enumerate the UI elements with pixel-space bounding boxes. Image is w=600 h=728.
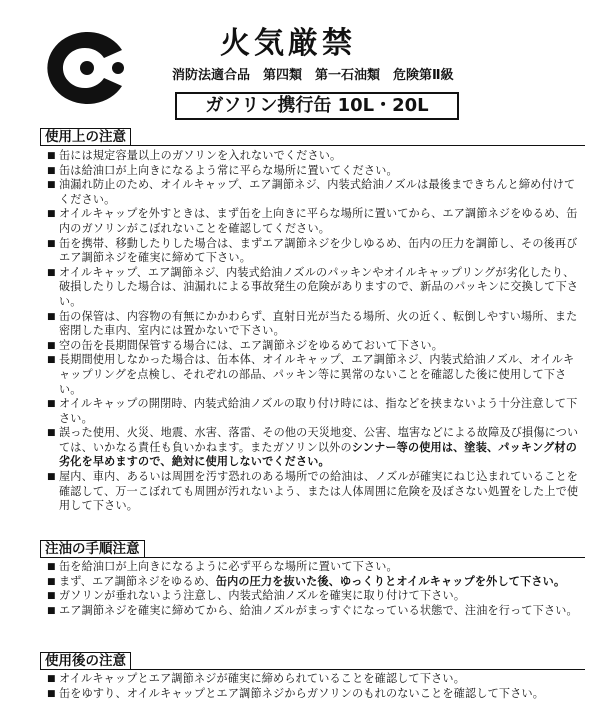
list-item [47, 560, 585, 575]
list-item [47, 687, 585, 702]
section-divider [40, 145, 585, 146]
item-text: 空の缶を長期間保管する場合には、エア調節ネジをゆるめておいて下さい。 [59, 338, 443, 352]
list-item [47, 470, 585, 514]
after-use-notes-list [47, 672, 585, 701]
item-text: オイルキャップの開閉時、内装式給油ノズルの取り付け時には、指などを挟まないよう十分注意して下さい。 [59, 397, 578, 425]
list-item [47, 589, 585, 604]
list-item [47, 397, 585, 426]
item-text: 缶には規定容量以上のガソリンを入れないでください。 [59, 149, 342, 162]
refuel-procedure-list [47, 560, 585, 618]
item-text: オイルキャップ、エア調節ネジ、内装式給油ノズルのパッキンやオイルキャップリングが劣化したり、破損したりした場合は、油漏れによる事故発生の危険がありますので、新品のパッキンに交換して下さい。 [59, 265, 579, 308]
list-item [47, 604, 585, 619]
item-text: 屋内、車内、あるいは周囲を汚す恐れのある場所での給油は、ノズルが確実にねじ込まれていることを確認して、万一こぼれても周囲が汚れないよう、または人体周囲に危険を及ぼさない処置をした上で使用して下さい。 [59, 470, 579, 513]
item-text: まず、エア調節ネジをゆるめ、 [59, 574, 216, 588]
title-fire-prohibited: 火気厳禁 [220, 26, 356, 61]
section-heading-usage: 使用上の注意 [40, 128, 131, 146]
regulation-subtitle: 消防法適合品 第四類 第一石油類 危険第Ⅱ級 [172, 68, 454, 83]
item-text: 缶を携帯、移動したりした場合は、まずエア調節ネジを少しゆるめ、缶内の圧力を調節し、その後再びエア調節ネジを確実に締めて下さい。 [59, 236, 578, 265]
list-item [47, 164, 585, 179]
item-text: 缶をゆすり、オイルキャップとエア調節ネジからガソリンのもれのないことを確認して下さい。 [59, 686, 545, 700]
item-text: オイルキャップを外すときは、まず缶を上向きに平らな場所に置いてから、エア調節ネジをゆるめ、缶内のガソリンがこぼれないことを確認してください。 [59, 207, 578, 235]
item-text: 缶は給油口が上向きになるよう常に平らな場所に置いてください。 [59, 163, 398, 177]
list-item [47, 207, 585, 236]
brand-logo-icon [44, 28, 130, 108]
item-text-emphasis: 缶内の圧力を抜いた後、ゆっくりとオイルキャップを外して下さい。 [215, 574, 566, 588]
list-item [47, 266, 585, 310]
item-text: ガソリンが垂れないよう注意し、内装式給油ノズルを確実に取り付けて下さい。 [59, 589, 466, 603]
list-item [47, 149, 585, 164]
list-item [47, 575, 585, 590]
section-divider [40, 557, 585, 558]
item-text: 長期間使用しなかった場合は、缶本体、オイルキャップ、エア調節ネジ、内装式給油ノズル、オイルキャップリングを点検し、それぞれの部品、パッキン等に異常のないことを確認した後に使用して下さい。 [59, 353, 575, 396]
section-divider [40, 669, 585, 670]
list-item [47, 178, 585, 207]
list-item [47, 426, 585, 470]
item-text: 誤った使用、火災、地震、水害、落雷、その他の天災地変、公害、塩害などによる故障及び損傷については、いかなる責任も負いかねます。またガソリン以外の [59, 426, 579, 454]
product-name-box: ガソリン携行缶 10L・20L [175, 92, 459, 120]
usage-notes-list [47, 149, 585, 514]
item-text-emphasis: シンナー等の使用は、塗装、パッキング材の劣化を早めますので、絶対に使用しないでください。 [59, 440, 578, 469]
list-item [47, 339, 585, 354]
item-text: 缶の保管は、内容物の有無にかかわらず、直射日光が当たる場所、火の近く、転倒しやすい場所、また密閉した車内、室内には置かないで下さい。 [59, 309, 578, 338]
list-item [47, 672, 585, 687]
list-item [47, 310, 585, 339]
section-heading-after-use: 使用後の注意 [40, 652, 131, 670]
list-item [47, 237, 585, 266]
item-text: 油漏れ防止のため、オイルキャップ、エア調節ネジ、内装式給油ノズルは最後まできちんと締め付けてください。 [59, 178, 576, 206]
item-text: 缶を給油口が上向きになるように必ず平らな場所に置いて下さい。 [59, 560, 398, 573]
label-header [0, 0, 600, 128]
item-text: エア調節ネジを確実に締めてから、給油ノズルがまっすぐになっている状態で、注油を行って下さい。 [59, 603, 578, 617]
item-text: オイルキャップとエア調節ネジが確実に締められていることを確認して下さい。 [59, 672, 466, 685]
section-heading-refuel-procedure: 注油の手順注意 [40, 540, 145, 558]
list-item [47, 353, 585, 397]
